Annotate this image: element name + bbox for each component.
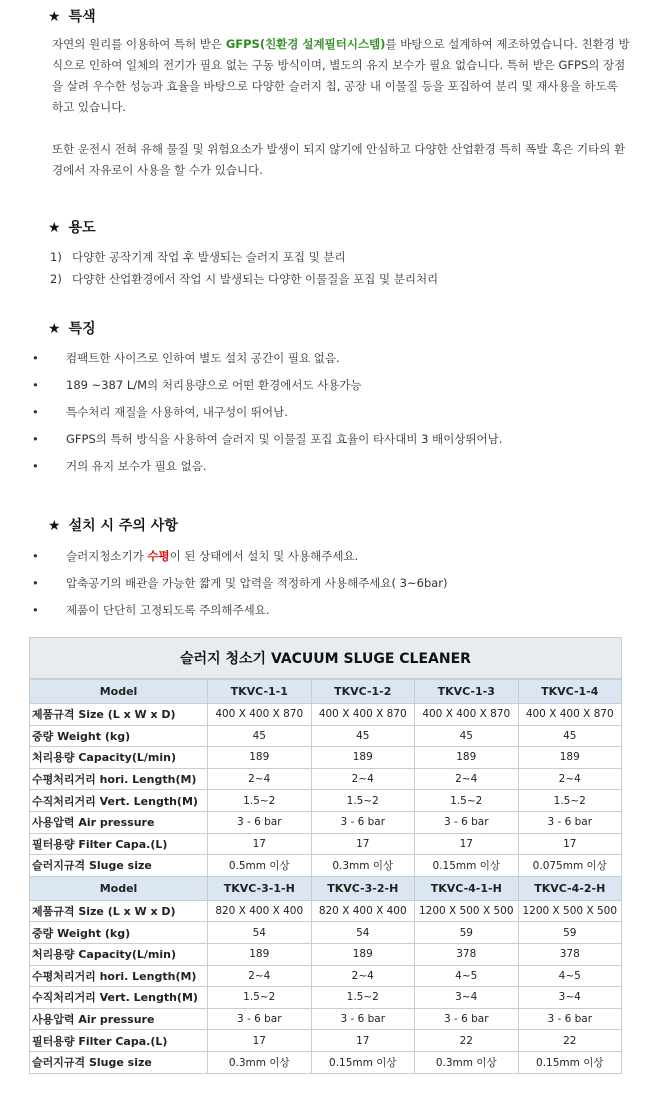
usage-list <box>50 246 438 290</box>
table-row <box>30 811 622 833</box>
table-cell: 2~4 <box>311 768 415 790</box>
table-row <box>30 1051 622 1073</box>
caution-title: ★ 설치 시 주의 사항 <box>48 518 178 534</box>
table-cell: 2~4 <box>208 768 312 790</box>
table-cell: 378 <box>518 943 622 965</box>
table-cell: 17 <box>208 833 312 855</box>
table-cell: 0.15mm 이상 <box>415 855 519 877</box>
table-cell: 189 <box>518 747 622 769</box>
row-label-cell: 슬러지규격 Sluge size <box>30 855 208 877</box>
table-cell: 3 - 6 bar <box>208 1008 312 1030</box>
table-cell: 59 <box>415 922 519 944</box>
model-name-cell: TKVC-1-2 <box>311 680 415 704</box>
usage-title: ★ 용도 <box>48 220 96 236</box>
table-cell: 2~4 <box>311 965 415 987</box>
table-cell: 400 X 400 X 870 <box>415 704 519 726</box>
table-cell: 17 <box>415 833 519 855</box>
table-cell: 0.5mm 이상 <box>208 855 312 877</box>
table-cell: 45 <box>415 725 519 747</box>
table-cell: 2~4 <box>415 768 519 790</box>
table-cell: 54 <box>311 922 415 944</box>
table-cell: 3 - 6 bar <box>518 1008 622 1030</box>
row-label-cell: 슬러지규격 Sluge size <box>30 1051 208 1073</box>
table-cell: 17 <box>518 833 622 855</box>
table-cell: 400 X 400 X 870 <box>311 704 415 726</box>
table-cell: 189 <box>311 747 415 769</box>
table-cell: 3 - 6 bar <box>311 811 415 833</box>
row-label-cell: 수평처리거리 hori. Length(M) <box>30 965 208 987</box>
features-paragraph-2: 또한 운전시 전혀 유해 물질 및 위험요소가 발생이 되지 않기에 안심하고 다양한 산업환경 특히 폭발 혹은 기타의 환경에서 자유로이 사용을 할 수가 있습니다. <box>52 142 626 177</box>
table-row <box>30 922 622 944</box>
table-row <box>30 725 622 747</box>
table-cell: 1200 X 500 X 500 <box>518 900 622 922</box>
table-cell: 3 - 6 bar <box>208 811 312 833</box>
table-cell: 1.5~2 <box>518 790 622 812</box>
traits-title: ★ 특징 <box>48 321 96 337</box>
table-cell: 3 - 6 bar <box>415 1008 519 1030</box>
table-cell: 4~5 <box>415 965 519 987</box>
row-label-cell: 중량 Weight (kg) <box>30 725 208 747</box>
model-header-cell: Model <box>30 876 208 900</box>
table-row <box>30 1008 622 1030</box>
table-header-row <box>30 680 622 704</box>
bullet-dot-icon: • <box>32 351 39 365</box>
table-cell: 0.075mm 이상 <box>518 855 622 877</box>
table-row <box>30 1030 622 1052</box>
table-row <box>30 790 622 812</box>
spec-table-grid <box>29 679 622 1074</box>
star-icon: ★ <box>48 220 61 236</box>
table-cell: 0.3mm 이상 <box>208 1051 312 1073</box>
bullet-dot-icon: • <box>32 405 39 419</box>
table-row <box>30 943 622 965</box>
spec-table-title: 슬러지 청소기 VACUUM SLUGE CLEANER <box>29 637 622 679</box>
table-cell: 400 X 400 X 870 <box>208 704 312 726</box>
table-cell: 45 <box>311 725 415 747</box>
list-item: 2) 다양한 산업환경에서 작업 시 발생되는 다양한 이물질을 포집 및 분리처리 <box>50 272 439 286</box>
star-icon: ★ <box>48 518 61 534</box>
table-cell: 1.5~2 <box>208 987 312 1009</box>
row-label-cell: 필터용량 Filter Capa.(L) <box>30 833 208 855</box>
table-cell: 59 <box>518 922 622 944</box>
table-cell: 189 <box>208 747 312 769</box>
row-label-cell: 중량 Weight (kg) <box>30 922 208 944</box>
gfps-highlight: GFPS(친환경 설계필터시스템) <box>225 37 386 51</box>
table-row <box>30 833 622 855</box>
bullet-dot-icon: • <box>32 576 39 590</box>
list-item: 1) 다양한 공작기계 작업 후 발생되는 슬러지 포집 및 분리 <box>50 250 346 264</box>
table-row <box>30 965 622 987</box>
row-label-cell: 제품규격 Size (L x W x D) <box>30 704 208 726</box>
table-cell: 1.5~2 <box>415 790 519 812</box>
table-row <box>30 768 622 790</box>
table-cell: 1.5~2 <box>311 790 415 812</box>
table-cell: 0.15mm 이상 <box>518 1051 622 1073</box>
row-label-cell: 수평처리거리 hori. Length(M) <box>30 768 208 790</box>
table-cell: 3~4 <box>415 987 519 1009</box>
table-cell: 1200 X 500 X 500 <box>415 900 519 922</box>
row-label-cell: 처리용량 Capacity(L/min) <box>30 747 208 769</box>
star-icon: ★ <box>48 321 61 337</box>
table-cell: 378 <box>415 943 519 965</box>
row-label-cell: 사용압력 Air pressure <box>30 1008 208 1030</box>
table-cell: 0.3mm 이상 <box>311 855 415 877</box>
table-header-row <box>30 876 622 900</box>
table-cell: 17 <box>311 1030 415 1052</box>
bullet-dot-icon: • <box>32 459 39 473</box>
row-label-cell: 필터용량 Filter Capa.(L) <box>30 1030 208 1052</box>
table-row <box>30 900 622 922</box>
table-cell: 45 <box>208 725 312 747</box>
row-label-cell: 수직처리거리 Vert. Length(M) <box>30 987 208 1009</box>
spec-table <box>29 637 622 1074</box>
table-cell: 2~4 <box>208 965 312 987</box>
features-title: ★ 특색 <box>48 9 96 25</box>
bullet-dot-icon: • <box>32 432 39 446</box>
table-cell: 1.5~2 <box>311 987 415 1009</box>
model-name-cell: TKVC-4-1-H <box>415 876 519 900</box>
table-cell: 4~5 <box>518 965 622 987</box>
bullet-dot-icon: • <box>32 378 39 392</box>
model-name-cell: TKVC-3-1-H <box>208 876 312 900</box>
table-cell: 189 <box>208 943 312 965</box>
table-row <box>30 704 622 726</box>
row-label-cell: 수직처리거리 Vert. Length(M) <box>30 790 208 812</box>
star-icon: ★ <box>48 9 61 25</box>
table-cell: 22 <box>518 1030 622 1052</box>
row-label-cell: 처리용량 Capacity(L/min) <box>30 943 208 965</box>
model-name-cell: TKVC-1-3 <box>415 680 519 704</box>
model-name-cell: TKVC-3-2-H <box>311 876 415 900</box>
table-cell: 189 <box>415 747 519 769</box>
model-name-cell: TKVC-4-2-H <box>518 876 622 900</box>
table-cell: 3 - 6 bar <box>518 811 622 833</box>
table-cell: 22 <box>415 1030 519 1052</box>
table-cell: 820 X 400 X 400 <box>208 900 312 922</box>
table-row <box>30 855 622 877</box>
table-cell: 17 <box>208 1030 312 1052</box>
table-cell: 3~4 <box>518 987 622 1009</box>
table-cell: 0.15mm 이상 <box>311 1051 415 1073</box>
features-paragraph-1: 자연의 원리를 이용하여 특허 받은 GFPS(친환경 설계필터시스템)를 바탕으로 설계하여 제조하였습니다. 친환경 방식으로 인하여 일체의 전기가 필요 없는 구동 방식이며, 별도의 유지 보수가 필요 없습니다. 특허 받은 GFPS의 장점을 살려 우수한 성능과 효율을 바탕으로 다양한 슬러지 칩, 공장 내 이물질 등을 포집하여 분리 및 재사용을 하도록 하고 있습니다. <box>52 37 630 114</box>
table-cell: 0.3mm 이상 <box>415 1051 519 1073</box>
level-highlight: 수평 <box>147 549 170 563</box>
row-label-cell: 사용압력 Air pressure <box>30 811 208 833</box>
bullet-dot-icon: • <box>32 603 39 617</box>
table-cell: 2~4 <box>518 768 622 790</box>
bullet-dot-icon: • <box>32 549 39 563</box>
table-row <box>30 747 622 769</box>
table-cell: 3 - 6 bar <box>415 811 519 833</box>
table-cell: 54 <box>208 922 312 944</box>
table-cell: 820 X 400 X 400 <box>311 900 415 922</box>
table-cell: 17 <box>311 833 415 855</box>
table-cell: 3 - 6 bar <box>311 1008 415 1030</box>
model-name-cell: TKVC-1-1 <box>208 680 312 704</box>
model-header-cell: Model <box>30 680 208 704</box>
row-label-cell: 제품규격 Size (L x W x D) <box>30 900 208 922</box>
table-cell: 189 <box>311 943 415 965</box>
table-cell: 400 X 400 X 870 <box>518 704 622 726</box>
model-name-cell: TKVC-1-4 <box>518 680 622 704</box>
table-cell: 45 <box>518 725 622 747</box>
table-cell: 1.5~2 <box>208 790 312 812</box>
table-row <box>30 987 622 1009</box>
